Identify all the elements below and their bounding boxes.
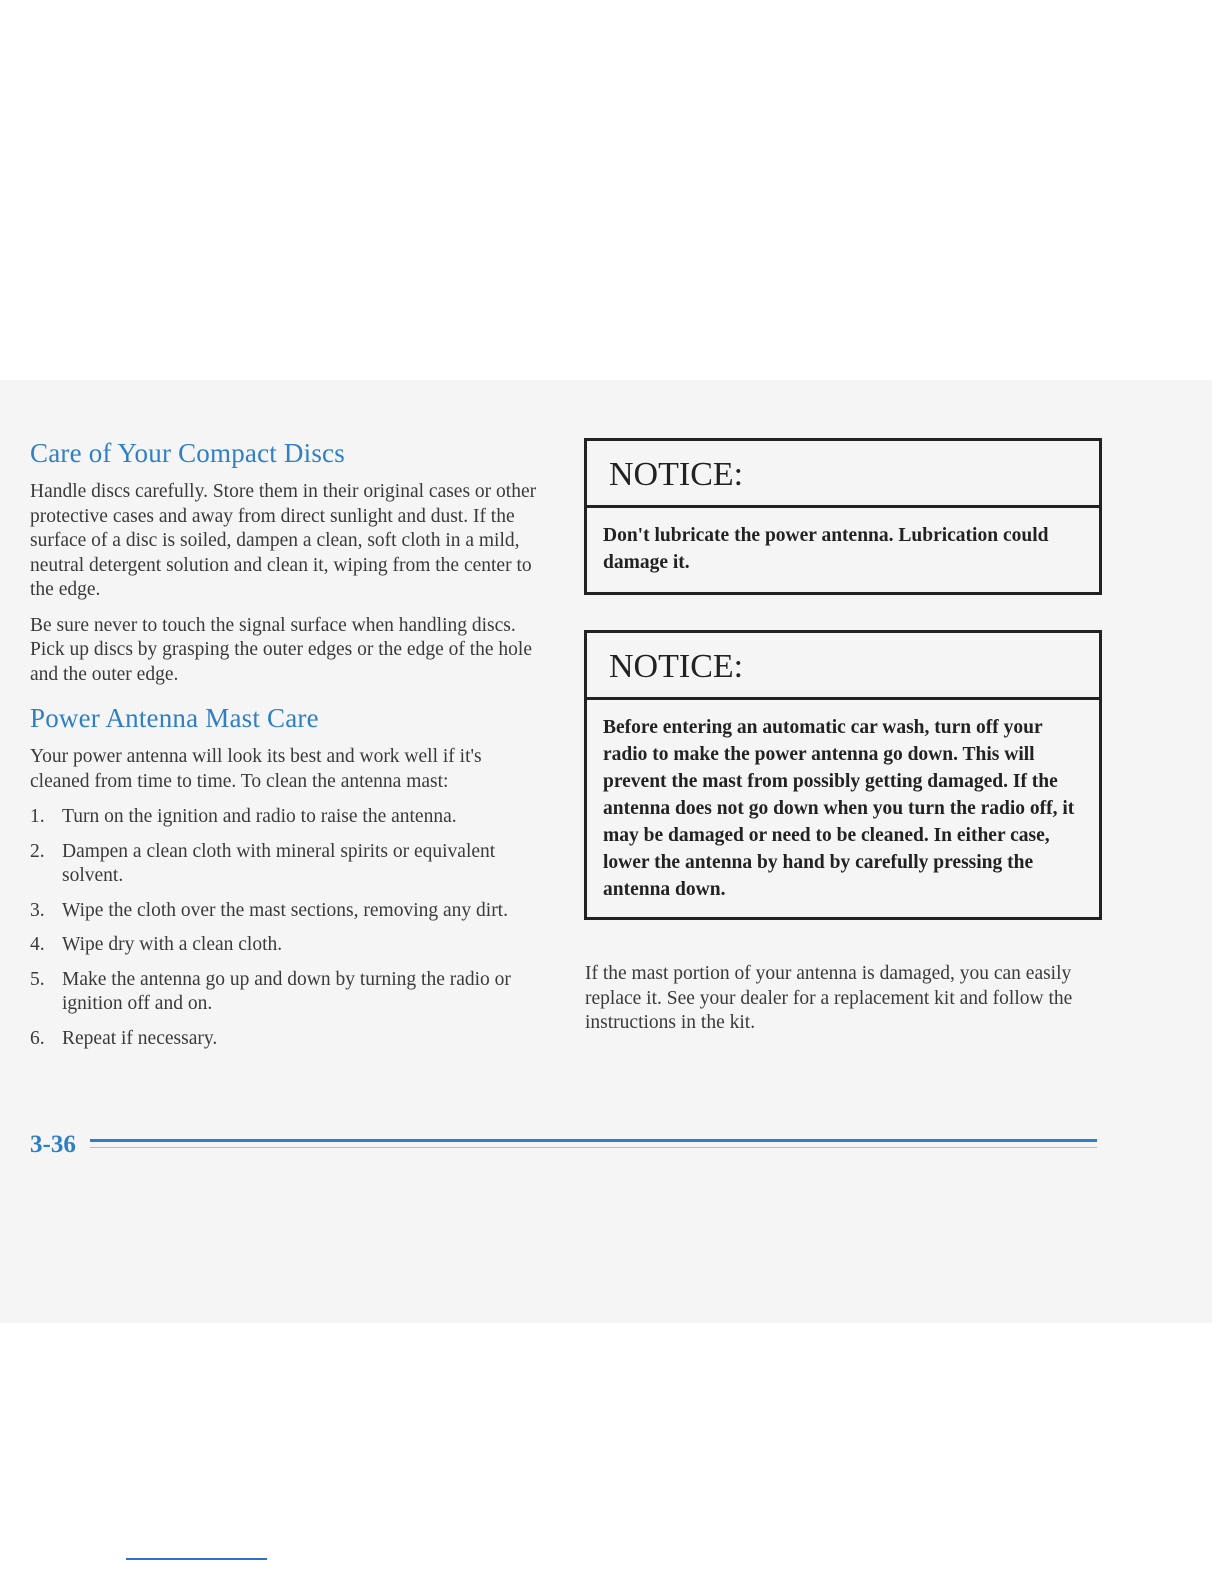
- paragraph: Your power antenna will look its best and work well if it's cleaned from time to time. To clean the antenna mast:: [30, 746, 482, 792]
- section-title-compact-discs: Care of Your Compact Discs: [30, 438, 345, 468]
- list-item: [30, 805, 550, 830]
- step-text: Wipe the cloth over the mast sections, removing any dirt.: [62, 899, 508, 921]
- notice-body: Before entering an automatic car wash, turn off your radio to make the power antenna go down. This will prevent the mast from possibly getting damaged. If the antenna does not go down when you turn the radio off, it may be damaged or need to be cleaned. In either case, lower the antenna by hand by carefully pressing the antenna down.: [603, 717, 1075, 900]
- page-number: 3-36: [30, 1131, 76, 1158]
- step-number: 2.: [30, 840, 45, 862]
- list-item: [30, 933, 550, 958]
- footer-rule-thin: [90, 1147, 1097, 1148]
- left-column: [30, 436, 550, 1061]
- paragraph-mast-replacement: If the mast portion of your antenna is damaged, you can easily replace it. See your dealer for a replacement kit and follow the instructions in the kit.: [585, 963, 1073, 1033]
- notice-heading: NOTICE:: [587, 633, 1099, 700]
- step-number: 6.: [30, 1027, 45, 1049]
- step-text: Make the antenna go up and down by turning the radio or ignition off and on.: [62, 968, 511, 1014]
- list-item: [30, 1027, 550, 1052]
- list-item: [30, 968, 520, 1017]
- list-item: [30, 840, 500, 889]
- notice-body: Don't lubricate the power antenna. Lubrication could damage it.: [603, 525, 1049, 573]
- bottom-underline: [126, 1558, 267, 1560]
- list-item: [30, 899, 510, 924]
- notice-box-lubrication: [584, 438, 1102, 595]
- steps-list: [30, 805, 550, 1051]
- notice-box-car-wash: [584, 630, 1102, 920]
- paragraph: Be sure never to touch the signal surface when handling discs. Pick up discs by grasping the outer edges or the edge of the hole and the outer edge.: [30, 614, 533, 685]
- step-text: Turn on the ignition and radio to raise the antenna.: [62, 806, 457, 827]
- step-number: 4.: [30, 934, 45, 955]
- step-number: 3.: [30, 899, 45, 921]
- step-number: 1.: [30, 806, 45, 827]
- step-text: Wipe dry with a clean cloth.: [62, 934, 283, 955]
- step-number: 5.: [30, 968, 45, 990]
- notice-heading: NOTICE:: [587, 441, 1099, 508]
- paragraph: Handle discs carefully. Store them in their original cases or other protective cases and away from direct sunlight and dust. If the surface of a disc is soiled, dampen a clean, soft cloth in a mild, neutral detergent solution and clean it, wiping from the center to the edge.: [30, 481, 537, 600]
- step-text: Dampen a clean cloth with mineral spirits or equivalent solvent.: [62, 840, 496, 886]
- footer-rule: [90, 1139, 1097, 1142]
- section-title-antenna-mast: Power Antenna Mast Care: [30, 703, 319, 733]
- step-text: Repeat if necessary.: [62, 1027, 218, 1049]
